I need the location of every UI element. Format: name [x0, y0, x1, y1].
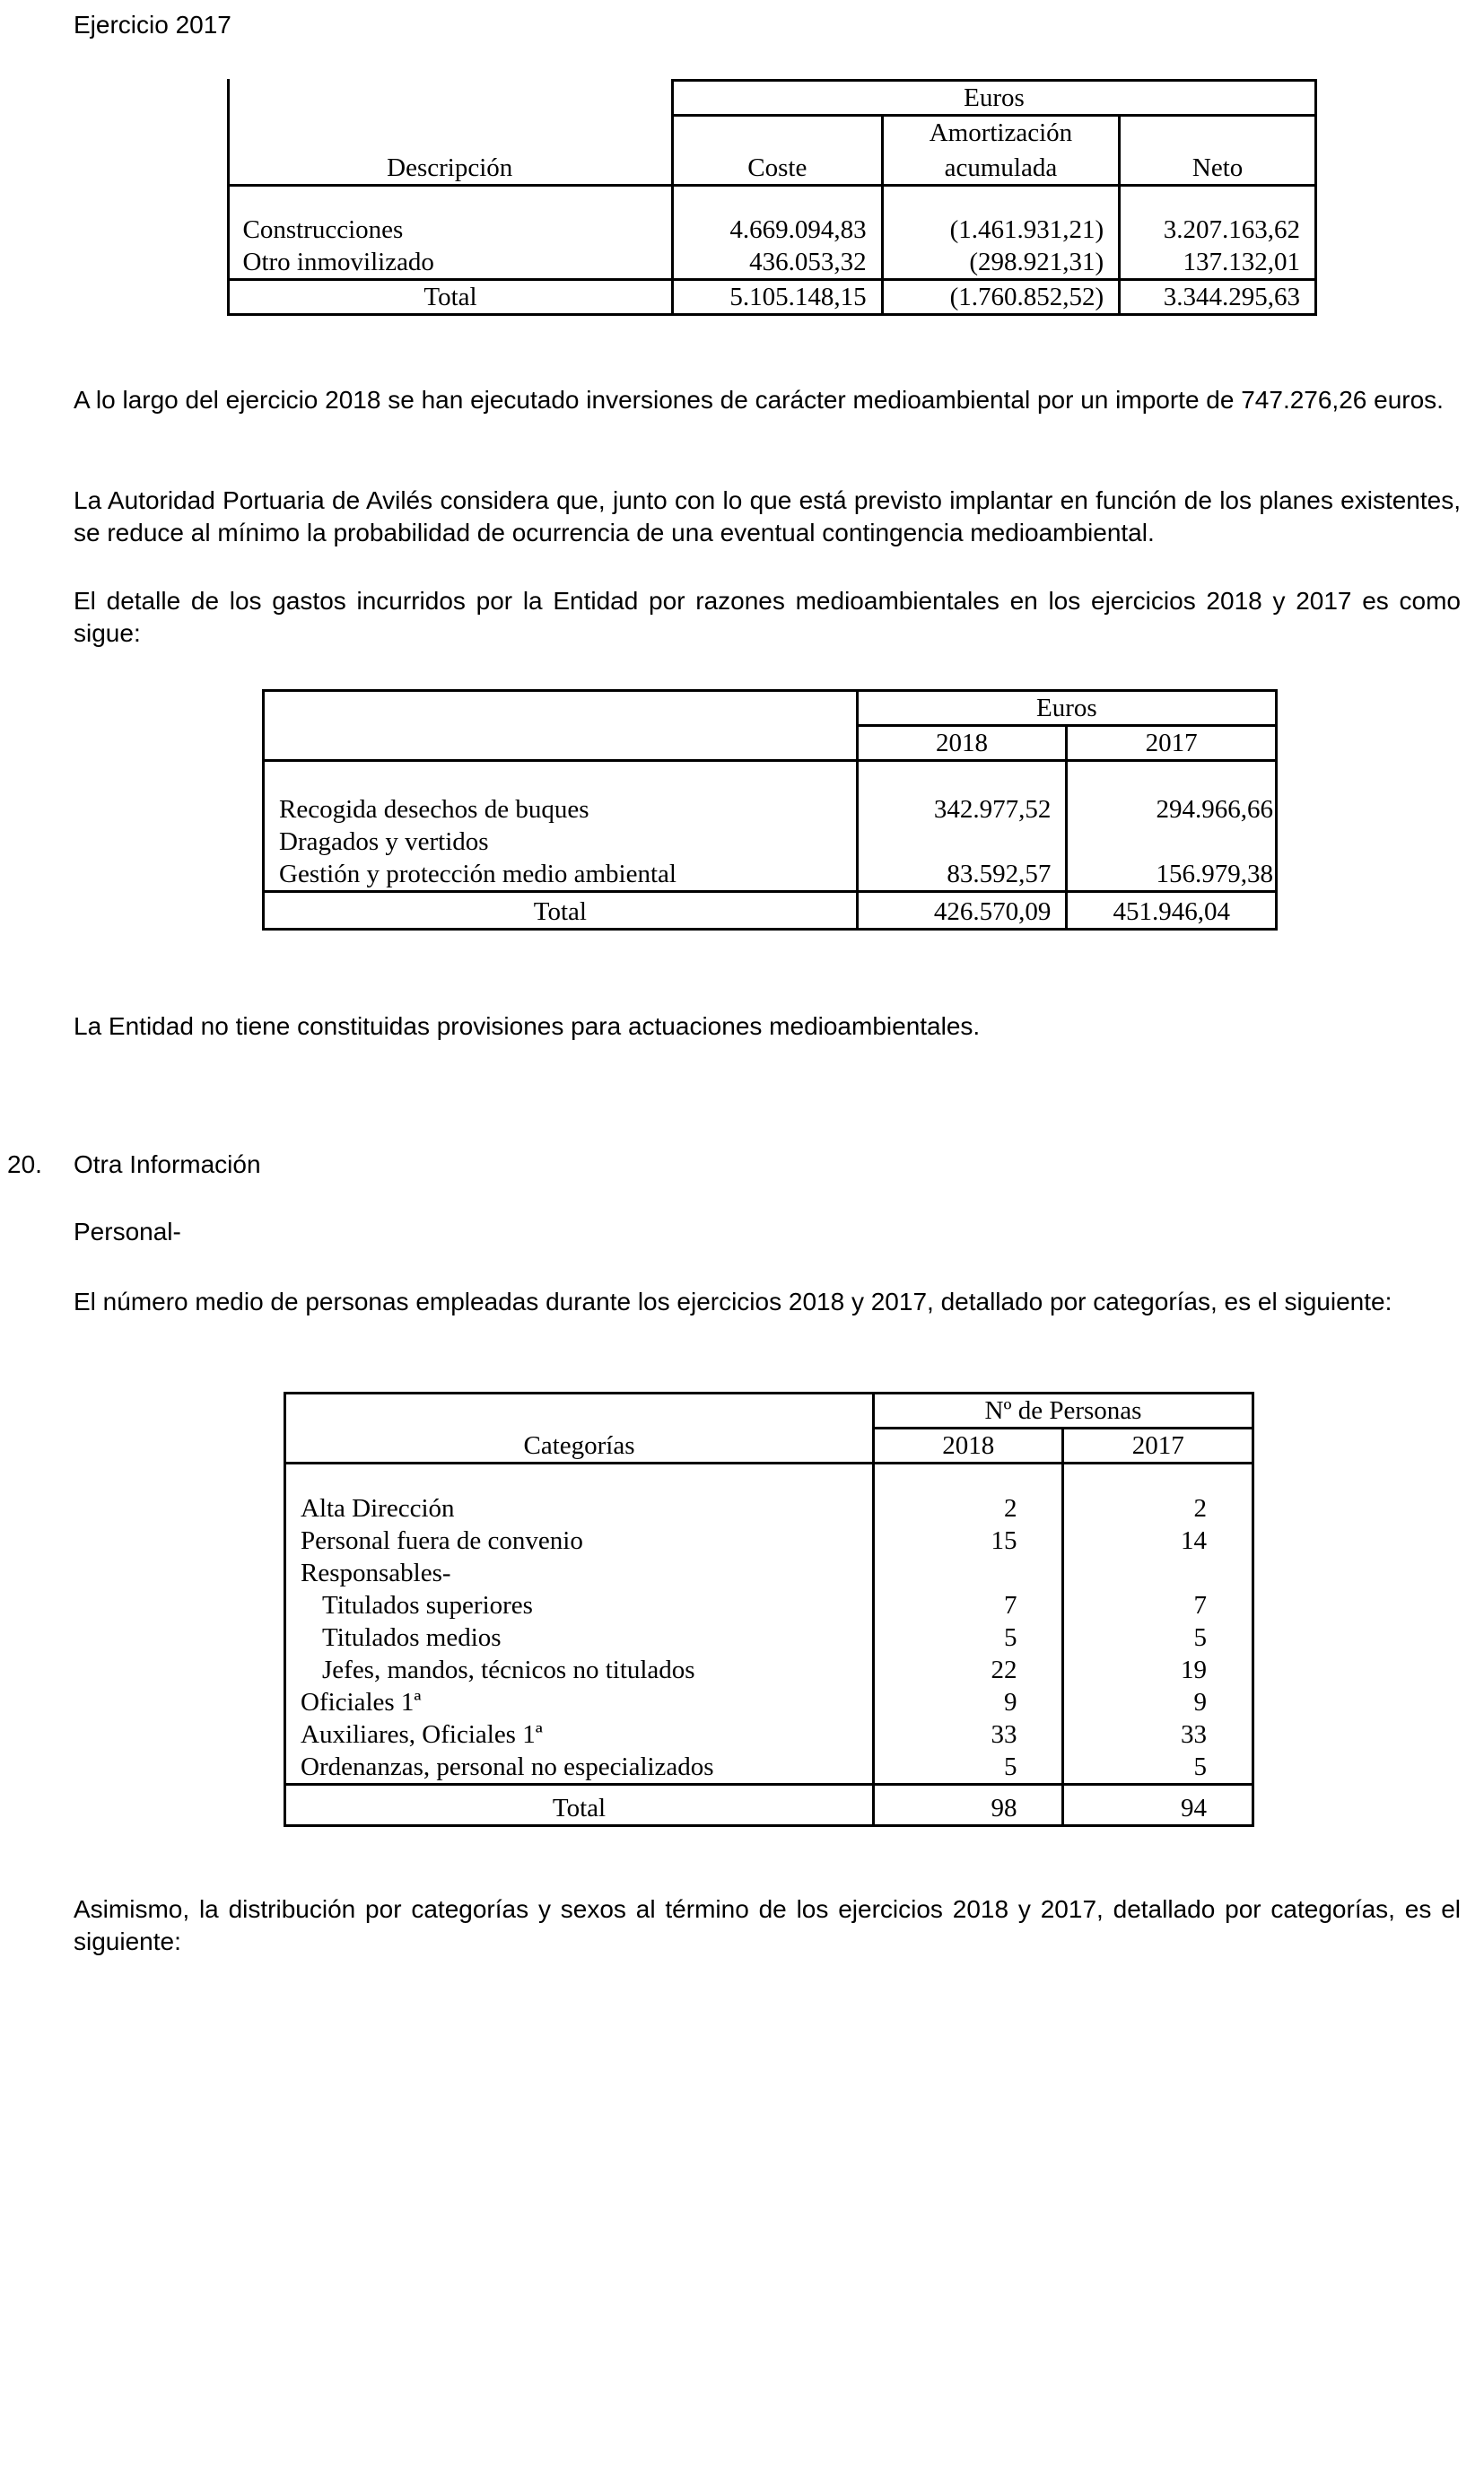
table2-euros-header: Euros — [857, 691, 1276, 726]
table3-row-2018: 33 — [874, 1718, 1063, 1751]
table2-row-2017: 294.966,66 — [1067, 793, 1277, 826]
paragraph-autoridad-portuaria: La Autoridad Portuaria de Avilés considera que, junto con lo que está previsto implantar en función de los planes existentes, se reduce al mínimo la probabilidad de ocurrencia de una eventual contingencia medioambiental. — [74, 486, 1461, 546]
heading-ejercicio-2017: Ejercicio 2017 — [74, 11, 231, 39]
table3-row-2018: 5 — [874, 1621, 1063, 1654]
table1-total-amort: (1.760.852,52) — [882, 280, 1120, 315]
table-gastos-medioambientales — [262, 689, 1278, 931]
table1-desc-header: Descripción — [229, 149, 673, 185]
paragraph-inversiones: A lo largo del ejercicio 2018 se han ejecutado inversiones de carácter medioambiental por un importe de 747.276,26 euros. — [74, 386, 1444, 414]
table3-row-2018 — [874, 1557, 1063, 1589]
table2-row-2018: 342.977,52 — [857, 793, 1067, 826]
table1-amort-header-1: Amortización — [882, 116, 1120, 150]
table1-row-coste: 4.669.094,83 — [672, 214, 882, 246]
table2-total-row — [264, 891, 1277, 929]
table3-row-2018: 7 — [874, 1589, 1063, 1621]
table-row — [264, 858, 1277, 892]
table2-row-label: Recogida desechos de buques — [279, 794, 589, 824]
table-personal — [284, 1392, 1254, 1827]
table-row — [285, 1654, 1253, 1686]
table3-row-label: Oficiales 1ª — [301, 1687, 422, 1717]
paragraph-distribucion-sexos: Asimismo, la distribución por categorías y sexos al término de los ejercicios 2018 y 2017, detallado por categorías, es el siguiente: — [74, 1895, 1461, 1955]
table2-row-2017 — [1067, 826, 1277, 858]
table3-row-2017: 5 — [1063, 1621, 1253, 1654]
table3-row-2017: 9 — [1063, 1686, 1253, 1718]
table1-row-neto: 137.132,01 — [1120, 246, 1316, 280]
table3-row-label: Jefes, mandos, técnicos no titulados — [322, 1655, 695, 1684]
table2-total-2017: 451.946,04 — [1067, 891, 1277, 929]
paragraph-provisiones: La Entidad no tiene constituidas provisiones para actuaciones medioambientales. — [74, 1012, 981, 1040]
table-row — [285, 1751, 1253, 1785]
table3-row-2018: 15 — [874, 1525, 1063, 1557]
table3-row-label: Ordenanzas, personal no especializados — [301, 1752, 714, 1781]
table3-row-2017: 7 — [1063, 1589, 1253, 1621]
table-row — [264, 793, 1277, 826]
table-row — [285, 1492, 1253, 1525]
table1-total-label: Total — [229, 280, 673, 315]
table3-row-2017: 5 — [1063, 1751, 1253, 1785]
table1-row-label: Otro inmovilizado — [242, 248, 434, 276]
table2-2018-header: 2018 — [857, 726, 1067, 761]
table2-row-label: Dragados y vertidos — [279, 826, 489, 856]
table3-row-label: Titulados medios — [322, 1622, 502, 1652]
table-row — [285, 1557, 1253, 1589]
table3-2018-header: 2018 — [874, 1429, 1063, 1464]
paragraph-numero-medio: El número medio de personas empleadas durante los ejercicios 2018 y 2017, detallado por categorías, es el siguiente: — [74, 1288, 1392, 1315]
table3-row-2018: 22 — [874, 1654, 1063, 1686]
table-row — [285, 1718, 1253, 1751]
table2-total-2018: 426.570,09 — [857, 891, 1067, 929]
table3-row-2018: 2 — [874, 1492, 1063, 1525]
table1-row-amort: (1.461.931,21) — [882, 214, 1120, 246]
table1-euros-header: Euros — [672, 81, 1315, 116]
table3-row-label: Personal fuera de convenio — [301, 1525, 583, 1555]
table3-row-2017: 14 — [1063, 1525, 1253, 1557]
table1-row-label: Construcciones — [242, 215, 404, 244]
paragraph-detalle-gastos: El detalle de los gastos incurridos por la Entidad por razones medioambientales en los ejercicios 2018 y 2017 es como sigue: — [74, 587, 1461, 647]
table2-row-2018: 83.592,57 — [857, 858, 1067, 892]
table3-row-2018: 9 — [874, 1686, 1063, 1718]
table2-row-label: Gestión y protección medio ambiental — [279, 859, 677, 888]
table3-total-2017: 94 — [1063, 1784, 1253, 1825]
table1-total-row — [229, 280, 1316, 315]
table3-total-row — [285, 1784, 1253, 1825]
table1-row-coste: 436.053,32 — [672, 246, 882, 280]
table1-neto-header: Neto — [1120, 149, 1316, 185]
section-title: Otra Información — [74, 1150, 261, 1178]
table2-row-2017: 156.979,38 — [1067, 858, 1277, 892]
table3-row-label: Titulados superiores — [322, 1590, 533, 1620]
table3-2017-header: 2017 — [1063, 1429, 1253, 1464]
table3-total-2018: 98 — [874, 1784, 1063, 1825]
table3-row-2017: 2 — [1063, 1492, 1253, 1525]
table1-total-neto: 3.344.295,63 — [1120, 280, 1316, 315]
table-inmovilizado-2017 — [227, 79, 1317, 316]
table3-row-label: Auxiliares, Oficiales 1ª — [301, 1719, 543, 1749]
table-row — [285, 1621, 1253, 1654]
table3-row-2018: 5 — [874, 1751, 1063, 1785]
table-row — [229, 214, 1316, 246]
table3-total-label: Total — [285, 1784, 874, 1825]
table-row — [229, 246, 1316, 280]
table3-row-label: Responsables- — [301, 1558, 451, 1587]
table1-coste-header: Coste — [672, 149, 882, 185]
table1-total-coste: 5.105.148,15 — [672, 280, 882, 315]
subheading-personal: Personal- — [74, 1218, 181, 1246]
table3-row-label: Alta Dirección — [301, 1493, 455, 1523]
table1-amort-header-2: acumulada — [882, 149, 1120, 185]
table2-row-2018 — [857, 826, 1067, 858]
table3-row-2017 — [1063, 1557, 1253, 1589]
table-row — [285, 1589, 1253, 1621]
table2-total-label: Total — [264, 891, 858, 929]
table-row — [264, 826, 1277, 858]
table3-row-2017: 19 — [1063, 1654, 1253, 1686]
table3-group-header: Nº de Personas — [874, 1394, 1253, 1429]
table2-2017-header: 2017 — [1067, 726, 1277, 761]
table1-row-amort: (298.921,31) — [882, 246, 1120, 280]
table3-categorias-header: Categorías — [285, 1429, 874, 1464]
table1-row-neto: 3.207.163,62 — [1120, 214, 1316, 246]
table-row — [285, 1525, 1253, 1557]
section-number: 20. — [7, 1150, 42, 1178]
table-row — [285, 1686, 1253, 1718]
table3-row-2017: 33 — [1063, 1718, 1253, 1751]
